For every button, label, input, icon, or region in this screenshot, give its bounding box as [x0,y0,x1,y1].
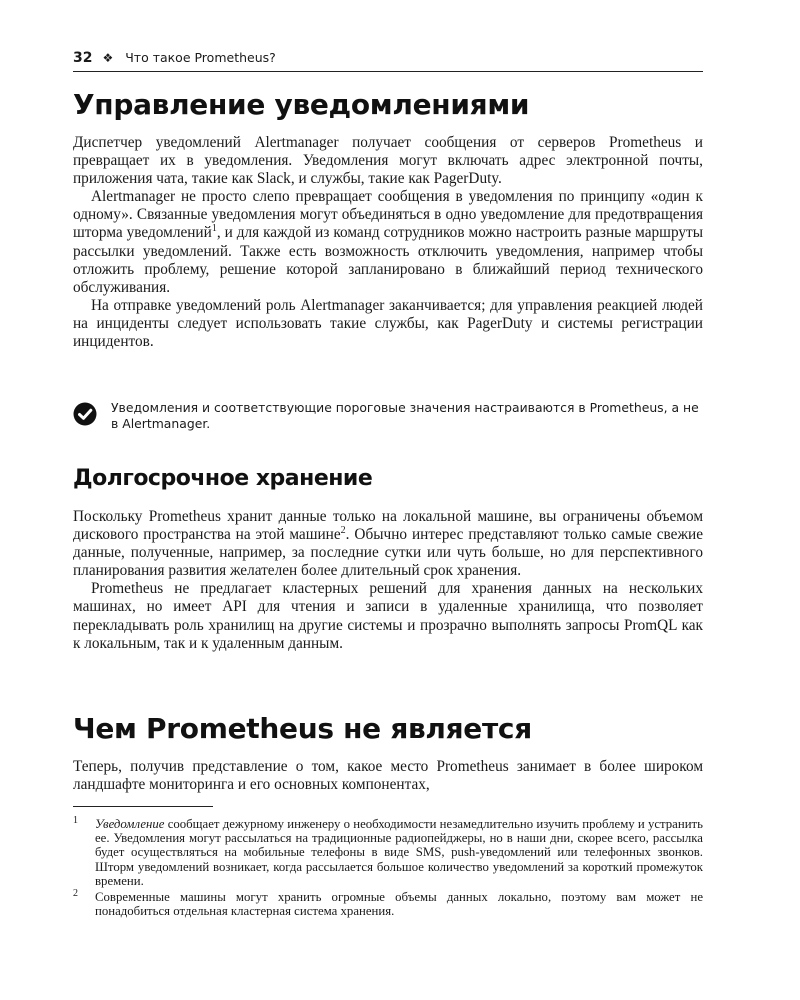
heading-alerting: Управление уведомлениями [73,88,530,121]
paragraph-text: Поскольку Prometheus хранит данные только на локальной машине, вы ограничены объемом дискового пространства на этой машине [73,508,703,544]
paragraph: Теперь, получив представление о том, какое место Prometheus занимает в более широком ландшафте мониторинга и его основных компонентах, [73,758,703,794]
paragraph-text: , и для каждой из команд сотрудников можно настроить разные маршруты рассылки уведомлений. Также есть возможность отключить уведомления, например чтобы отложить проблему, решение которой запланировано в ближайший период технического обслуживания. [73,224,703,296]
paragraph: Диспетчер уведомлений Alertmanager получает сообщения от серверов Prometheus и превращает их в уведомления. Уведомления могут включать адрес электронной почты, приложения чата, такие как Slack, и службы, такие как PagerDuty. [73,134,703,188]
note-text: Уведомления и соответствующие пороговые значения настраиваются в Prometheus, а не в Alertmanager. [111,400,699,431]
paragraph-text: Alertmanager не просто слепо превращает сообщения в уведомления по принципу «один к одному». Связанные уведомления могут объединяться в одно уведомление для предотвращения шторма уведомлений [73,188,703,242]
footnotes [73,817,703,918]
paragraph: Prometheus не предлагает кластерных решений для хранения данных на нескольких машинах, но имеет API для чтения и записи в удаленные хранилища, что позволяет перекладывать роль хранилищ на другие системы и прозрачно выполнять запросы PromQL как к локальным, так и к удаленным данным. [73,580,703,652]
page-number: 32 [73,50,93,66]
paragraph [73,508,703,580]
header-rule [73,71,703,72]
footnote-ref-2[interactable]: 2 [340,525,346,536]
footnote-2 [73,890,703,918]
ornament-icon: ❖ [102,51,114,65]
storage-body [73,508,703,653]
alerting-body [73,134,703,351]
footnote-separator [73,806,213,807]
tip-note [73,400,703,440]
footnote-mark: 2 [73,888,78,900]
paragraph [73,188,703,297]
footnote-1 [73,817,703,888]
not-prometheus-body [73,758,703,794]
checkmark-badge-icon [73,402,97,426]
footnote-text: Современные машины могут хранить огромные объемы данных локально, поэтому вам может не понадобиться отдельная кластерная система хранения. [95,890,703,919]
footnote-term: Уведомление [95,817,165,831]
heading-not-prometheus: Чем Prometheus не является [73,712,532,745]
paragraph-text: . Обычно интерес представляют только самые свежие данные, полученные, например, за последние сутки или чуть больше, но для перспективного планирования развития желателен более длительный срок хранения. [73,526,703,580]
paragraph: На отправке уведомлений роль Alertmanager заканчивается; для управления реакцией людей на инциденты следует использовать такие службы, как PagerDuty и системы регистрации инцидентов. [73,296,703,351]
running-header [73,50,703,70]
heading-storage: Долгосрочное хранение [73,466,373,491]
running-title: Что такое Prometheus? [125,50,276,65]
footnote-ref-1[interactable]: 1 [211,223,217,235]
footnote-text: сообщает дежурному инженеру о необходимости незамедлительно изучить проблему и устранить ее. Уведомления могут рассылаться на традиционные радиопейджеры, но в наши дни, скорее всего, рассылка будет осуществляться на мобильные телефоны в виде SMS, push-уведомлений или телефонных звонков. Шторм уведомлений возникает, когда рассылается большое количество уведомлений за короткий промежуток времени. [95,817,703,888]
footnote-mark: 1 [73,815,78,826]
